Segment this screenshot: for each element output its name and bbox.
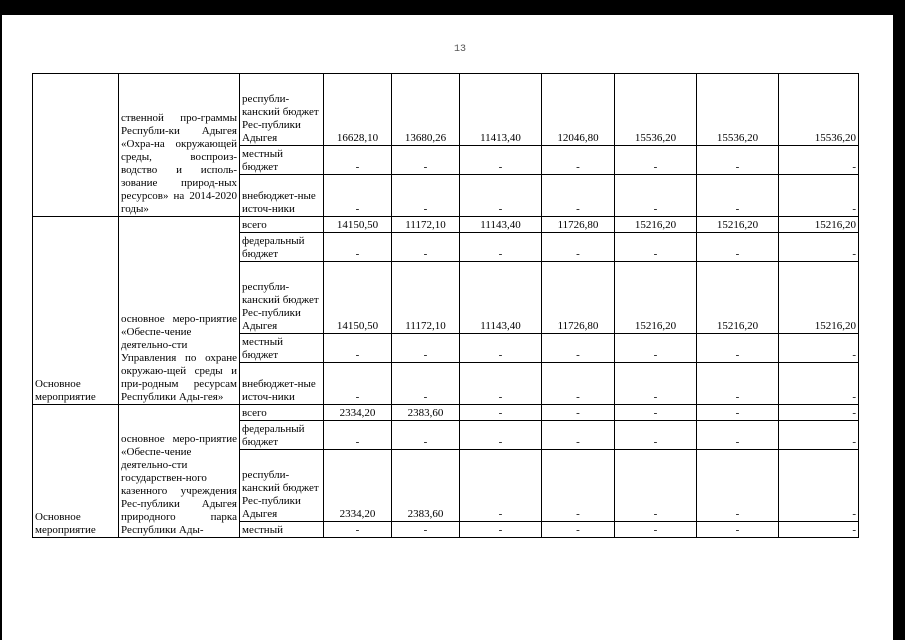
- amount-cell: -: [697, 363, 779, 405]
- amount-cell: -: [697, 405, 779, 421]
- amount-cell: -: [615, 405, 697, 421]
- amount-cell: -: [697, 233, 779, 262]
- amount-cell: -: [697, 421, 779, 450]
- amount-cell: 14150,50: [324, 262, 392, 334]
- amount-cell: -: [324, 146, 392, 175]
- measure-type-cell: [33, 74, 119, 217]
- amount-cell: -: [542, 363, 615, 405]
- amount-cell: -: [392, 421, 460, 450]
- amount-cell: 11726,80: [542, 217, 615, 233]
- amount-cell: 15536,20: [615, 74, 697, 146]
- amount-cell: -: [697, 450, 779, 522]
- amount-cell: 15216,20: [697, 217, 779, 233]
- funding-source-cell: федеральный бюджет: [240, 421, 324, 450]
- amount-cell: -: [460, 522, 542, 538]
- amount-cell: 11172,10: [392, 262, 460, 334]
- amount-cell: -: [392, 146, 460, 175]
- amount-cell: -: [779, 522, 859, 538]
- funding-source-cell: местный бюджет: [240, 334, 324, 363]
- amount-cell: -: [615, 233, 697, 262]
- amount-cell: 15216,20: [615, 217, 697, 233]
- measure-description-cell: [119, 405, 240, 538]
- amount-cell: -: [542, 421, 615, 450]
- amount-cell: -: [615, 421, 697, 450]
- scan-border-left: [0, 15, 2, 640]
- amount-cell: 15216,20: [615, 262, 697, 334]
- amount-cell: -: [542, 146, 615, 175]
- amount-cell: -: [779, 450, 859, 522]
- funding-source-cell: республи-канский бюджет Рес-публики Адыгея: [240, 450, 324, 522]
- amount-cell: -: [460, 450, 542, 522]
- amount-cell: -: [460, 363, 542, 405]
- amount-cell: 15536,20: [779, 74, 859, 146]
- amount-cell: -: [392, 233, 460, 262]
- table-row: [33, 405, 859, 421]
- amount-cell: -: [542, 175, 615, 217]
- funding-source-cell: местный бюджет: [240, 146, 324, 175]
- funding-source-cell: федеральный бюджет: [240, 233, 324, 262]
- amount-cell: -: [392, 363, 460, 405]
- amount-cell: -: [460, 146, 542, 175]
- measure-type-cell: Основное мероприятие: [33, 405, 119, 538]
- amount-cell: -: [460, 405, 542, 421]
- amount-cell: -: [324, 421, 392, 450]
- amount-cell: -: [460, 233, 542, 262]
- amount-cell: -: [779, 363, 859, 405]
- funding-source-cell: республи-канский бюджет Рес-публики Адыгея: [240, 74, 324, 146]
- amount-cell: -: [324, 233, 392, 262]
- amount-cell: -: [460, 334, 542, 363]
- amount-cell: -: [324, 175, 392, 217]
- amount-cell: -: [697, 175, 779, 217]
- amount-cell: 16628,10: [324, 74, 392, 146]
- amount-cell: -: [460, 421, 542, 450]
- amount-cell: 11413,40: [460, 74, 542, 146]
- amount-cell: 12046,80: [542, 74, 615, 146]
- amount-cell: -: [697, 522, 779, 538]
- measure-description: ственной про-граммы Республи-ки Адыгея «Охра-на окружающей среды, воспроиз-водство и исполь-зование природ-ных ресурсов» на 2014-2020 годы»: [121, 112, 237, 215]
- amount-cell: -: [615, 522, 697, 538]
- amount-cell: 14150,50: [324, 217, 392, 233]
- funding-source-cell: республи-канский бюджет Рес-публики Адыгея: [240, 262, 324, 334]
- amount-cell: -: [697, 146, 779, 175]
- amount-cell: -: [779, 421, 859, 450]
- amount-cell: 2383,60: [392, 405, 460, 421]
- funding-source-cell: всего: [240, 217, 324, 233]
- funding-source-cell: всего: [240, 405, 324, 421]
- amount-cell: -: [324, 522, 392, 538]
- amount-cell: -: [542, 522, 615, 538]
- funding-source-cell: местный: [240, 522, 324, 538]
- funding-source-cell: внебюджет-ные источ-ники: [240, 363, 324, 405]
- amount-cell: -: [392, 334, 460, 363]
- page-number: 13: [453, 44, 466, 55]
- amount-cell: -: [542, 233, 615, 262]
- amount-cell: -: [615, 334, 697, 363]
- amount-cell: 2334,20: [324, 450, 392, 522]
- amount-cell: -: [615, 450, 697, 522]
- amount-cell: 2383,60: [392, 450, 460, 522]
- amount-cell: -: [779, 146, 859, 175]
- funding-source-cell: внебюджет-ные источ-ники: [240, 175, 324, 217]
- measure-description: основное меро-приятие «Обеспе-чение деятельно-сти Управления по охране окружаю-щей среды и при-родным ресурсам Республики Ады-гея»: [121, 313, 237, 403]
- amount-cell: -: [697, 334, 779, 363]
- measure-type-cell: Основное мероприятие: [33, 217, 119, 405]
- amount-cell: 11726,80: [542, 262, 615, 334]
- amount-cell: -: [542, 334, 615, 363]
- scan-border-right: [893, 0, 905, 640]
- amount-cell: -: [615, 146, 697, 175]
- amount-cell: 11143,40: [460, 262, 542, 334]
- budget-table: [32, 73, 859, 538]
- amount-cell: 15216,20: [779, 217, 859, 233]
- amount-cell: -: [392, 175, 460, 217]
- amount-cell: 11172,10: [392, 217, 460, 233]
- amount-cell: -: [392, 522, 460, 538]
- amount-cell: -: [324, 363, 392, 405]
- amount-cell: -: [324, 334, 392, 363]
- amount-cell: 15536,20: [697, 74, 779, 146]
- amount-cell: -: [460, 175, 542, 217]
- amount-cell: -: [779, 405, 859, 421]
- measure-description: основное меро-приятие «Обеспе-чение деятельно-сти государствен-ного казенного учреждения Рес-публики Адыгея природного парка Республики Ады-: [121, 433, 237, 536]
- measure-description-cell: [119, 74, 240, 217]
- amount-cell: 13680,26: [392, 74, 460, 146]
- amount-cell: -: [779, 175, 859, 217]
- amount-cell: -: [779, 334, 859, 363]
- table-row: [33, 74, 859, 146]
- amount-cell: 15216,20: [779, 262, 859, 334]
- amount-cell: 11143,40: [460, 217, 542, 233]
- table-row: [33, 217, 859, 233]
- amount-cell: -: [615, 175, 697, 217]
- amount-cell: -: [542, 450, 615, 522]
- amount-cell: -: [779, 233, 859, 262]
- amount-cell: 15216,20: [697, 262, 779, 334]
- amount-cell: -: [542, 405, 615, 421]
- measure-description-cell: [119, 217, 240, 405]
- scan-border-top: [0, 0, 905, 15]
- amount-cell: -: [615, 363, 697, 405]
- amount-cell: 2334,20: [324, 405, 392, 421]
